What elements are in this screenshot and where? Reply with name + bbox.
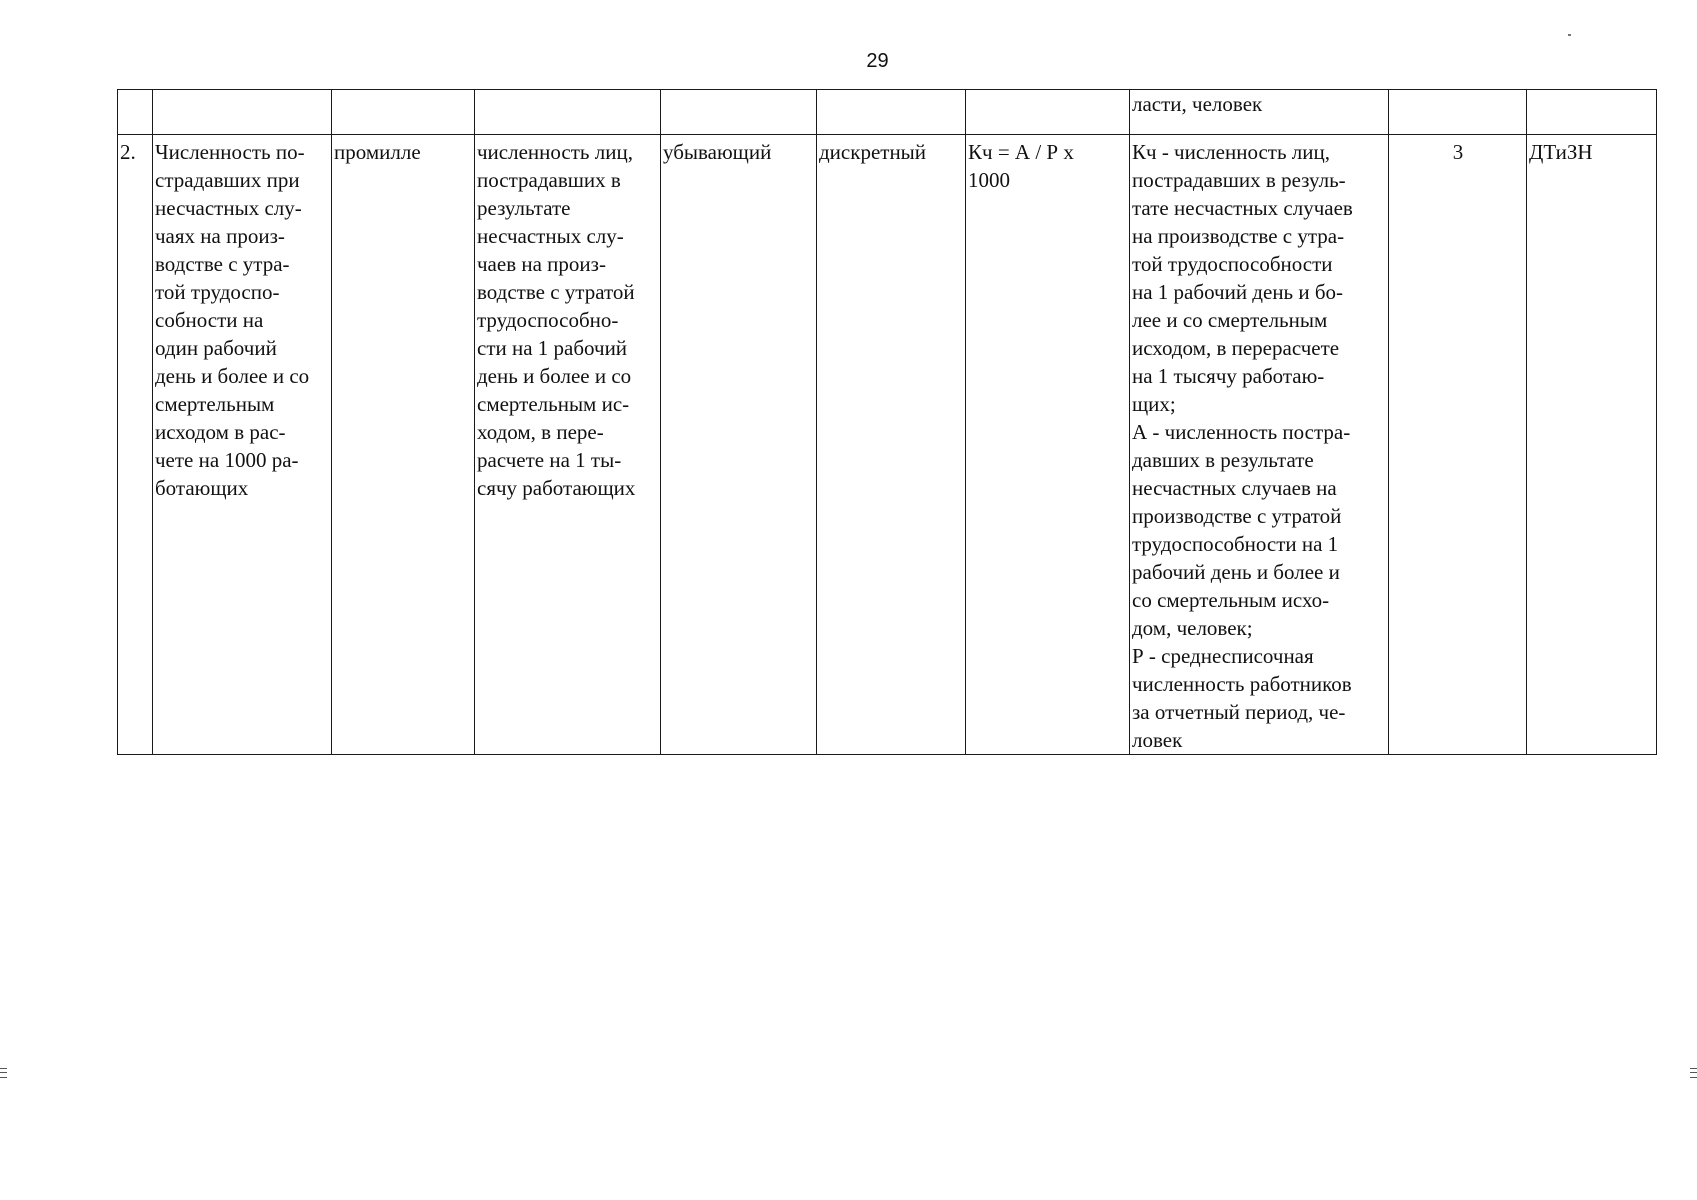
table-cell — [661, 90, 817, 135]
formula-cell — [966, 135, 1130, 755]
table-cell — [332, 90, 475, 135]
table-cell — [1527, 90, 1657, 135]
carry-over-explanation-cell — [1130, 90, 1389, 135]
responsible-cell — [1527, 135, 1657, 755]
indicator-type: дискретный — [819, 140, 927, 164]
trend-cell — [661, 135, 817, 755]
type-cell — [817, 135, 966, 755]
indicator-name: Численность по- страдавших при несчастных слу- чаях на произ- водстве с утра- той трудоспо- собности на один рабочий день и более и со смертельным исходом в рас- чете на 1000 ра- ботающих — [155, 140, 310, 500]
formula-explanation: Кч - численность лиц, пострадавших в резуль- тате несчастных случаев на производстве с утра- той трудоспособности на 1 рабочий день и бо- лее и со смертельным исходом, в перерасчете на 1 тысячу работаю- щих; А - численность постра- давших в результате несчастных случаев на производстве с утратой трудоспособности на 1 рабочий день и более и со смертельным исхо- дом, человек; Р - среднесписочная численность работников за отчетный период, че- ловек — [1132, 140, 1353, 752]
row-number: 2. — [120, 140, 136, 164]
table-row — [118, 135, 1657, 755]
carry-over-row — [118, 90, 1657, 135]
table-cell — [153, 90, 332, 135]
data-source-code: 3 — [1452, 140, 1464, 164]
indicator-table — [117, 89, 1657, 755]
scan-speck — [1568, 34, 1571, 36]
scan-edge-mark-left — [0, 1068, 7, 1078]
indicator-trend: убывающий — [663, 140, 772, 164]
page-number: 29 — [866, 50, 889, 72]
table-cell — [817, 90, 966, 135]
table-cell — [118, 90, 153, 135]
responsible-body: ДТиЗН — [1529, 140, 1593, 164]
definition-cell — [475, 135, 661, 755]
table-cell — [475, 90, 661, 135]
indicator-name-cell — [153, 135, 332, 755]
indicator-definition: численность лиц, пострадавших в результате несчастных слу- чаев на произ- водстве с утратой трудоспособно- сти на 1 рабочий день и более и со смертельным ис- ходом, в пере- расчете на 1 ты- сячу работающих — [477, 140, 636, 500]
explanation-cell — [1130, 135, 1389, 755]
table-cell — [966, 90, 1130, 135]
carry-over-text: ласти, человек — [1132, 92, 1263, 116]
table-cell — [1389, 90, 1527, 135]
scan-edge-mark-right — [1690, 1068, 1697, 1078]
unit-of-measure: промилле — [334, 140, 421, 164]
row-number-cell — [118, 135, 153, 755]
unit-cell — [332, 135, 475, 755]
code-cell — [1389, 135, 1527, 755]
calculation-formula: Кч = А / Р х 1000 — [968, 140, 1074, 192]
